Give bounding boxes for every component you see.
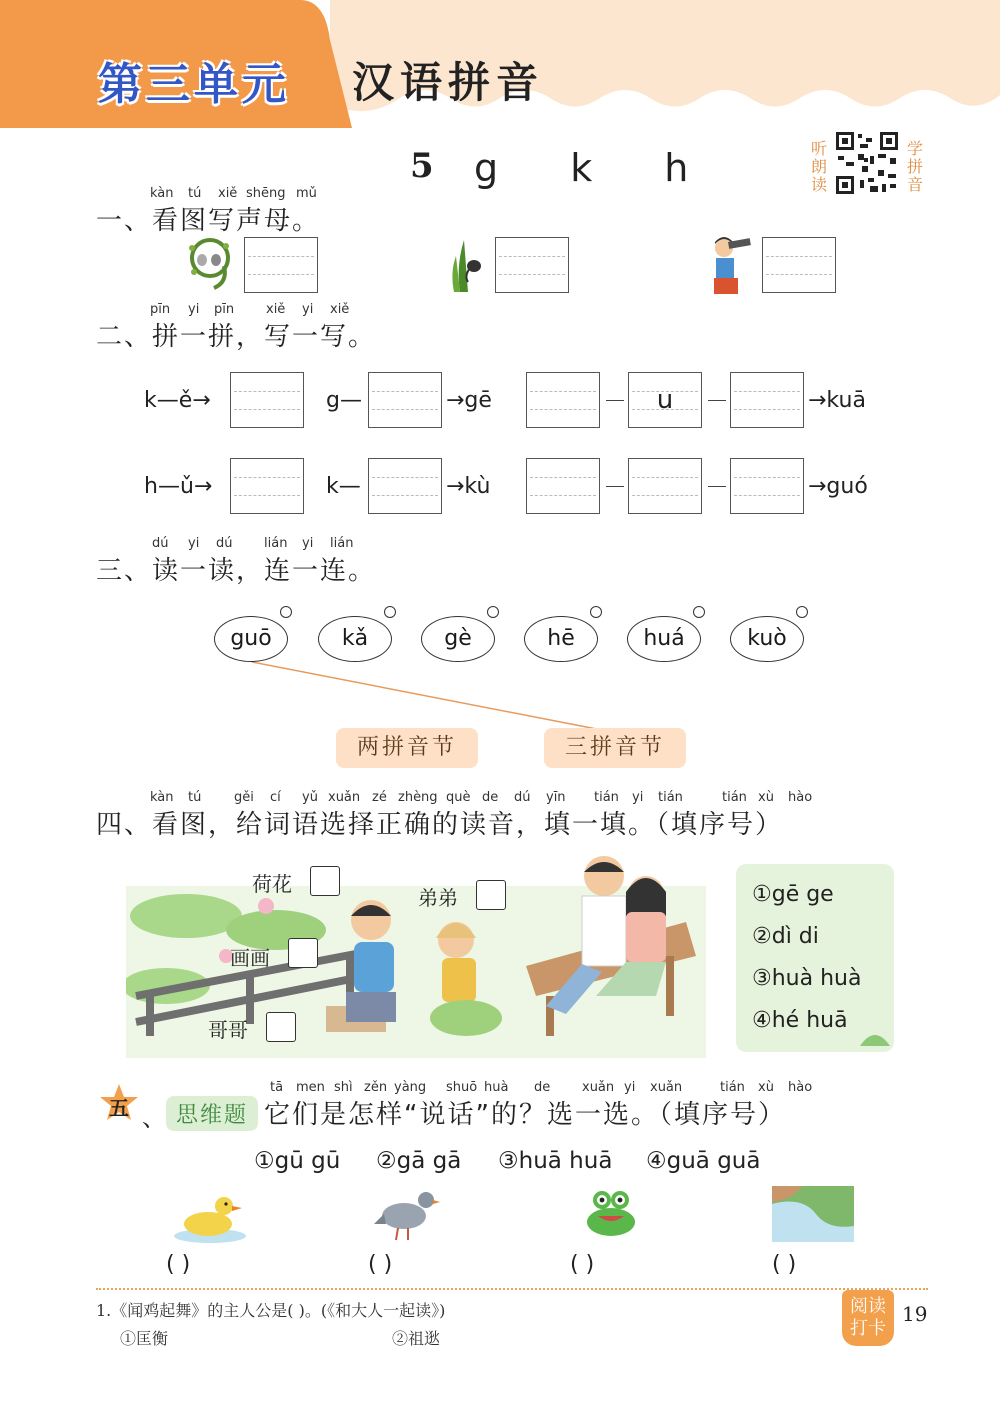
pinyin-annotation: hào bbox=[788, 1080, 813, 1095]
section-5-title: 它们是怎样“说话”的？选一选。（填序号） bbox=[264, 1100, 786, 1130]
answer-box-drawing[interactable] bbox=[288, 938, 318, 968]
pinyin-annotation: yi bbox=[188, 536, 200, 551]
pinyin-annotation: shuō bbox=[446, 1080, 478, 1095]
badge-line-2: 打卡 bbox=[850, 1318, 886, 1339]
section-1-title: 一、看图写声母。 bbox=[96, 206, 321, 236]
syllable-oval[interactable]: kuò bbox=[730, 616, 804, 662]
pinyin-annotation: xiě bbox=[266, 302, 286, 317]
section-4-title: 四、看图，给词语选择正确的读音，填一填。（填序号） bbox=[96, 810, 784, 840]
pinyin-annotation: dú bbox=[514, 790, 531, 805]
circle-marker bbox=[487, 606, 499, 618]
pinyin-annotation: tián bbox=[658, 790, 683, 805]
equation-start: k— bbox=[326, 474, 361, 499]
pinyin-annotation: de bbox=[482, 790, 499, 805]
pinyin-annotation: kàn bbox=[150, 186, 174, 201]
listen-char-3: 读 bbox=[810, 175, 827, 194]
lesson-letters: g k h bbox=[474, 146, 719, 190]
pinyin-annotation: tián bbox=[720, 1080, 745, 1095]
pinyin-annotation: huà bbox=[484, 1080, 509, 1095]
learn-char-2: 拼 bbox=[906, 157, 923, 176]
pinyin-annotation: tā bbox=[270, 1080, 284, 1095]
pinyin-annotation: cí bbox=[270, 790, 281, 805]
pinyin-annotation: xiě bbox=[330, 302, 350, 317]
circle-marker bbox=[280, 606, 292, 618]
answer-box-lotus[interactable] bbox=[310, 866, 340, 896]
option-item: ④hé huā bbox=[752, 1008, 848, 1033]
pinyin-annotation: shēng bbox=[246, 186, 286, 201]
frog-icon bbox=[578, 1184, 644, 1242]
pinyin-annotation: yi bbox=[302, 536, 314, 551]
pinyin-annotation: zěn bbox=[364, 1080, 388, 1095]
pinyin-annotation: lián bbox=[330, 536, 354, 551]
pinyin-annotation: yǔ bbox=[302, 790, 318, 805]
pinyin-annotation: yi bbox=[188, 302, 200, 317]
options-panel bbox=[736, 864, 894, 1052]
pinyin-annotation: yàng bbox=[394, 1080, 427, 1095]
label-drawing: 画画 bbox=[230, 946, 270, 970]
pinyin-annotation: tú bbox=[188, 790, 202, 805]
equation-start: g— bbox=[326, 388, 362, 413]
pinyin-annotation: kàn bbox=[150, 790, 174, 805]
river-icon bbox=[772, 1186, 854, 1242]
section-3-title: 三、读一读，连一连。 bbox=[96, 556, 377, 586]
syllable-oval[interactable]: gè bbox=[421, 616, 495, 662]
pinyin-annotation: tián bbox=[722, 790, 747, 805]
duck-icon bbox=[170, 1186, 250, 1244]
pinyin-annotation: tú bbox=[188, 186, 202, 201]
pinyin-annotation: gěi bbox=[234, 790, 254, 805]
equation-result: →gē bbox=[446, 388, 492, 413]
equation-start: k—ě→ bbox=[144, 388, 211, 413]
syllable-oval[interactable]: huá bbox=[627, 616, 701, 662]
tag-two-part-syllable[interactable]: 两拼音节 bbox=[336, 728, 478, 768]
label-younger-brother: 弟弟 bbox=[418, 886, 458, 910]
answer-box-younger-brother[interactable] bbox=[476, 880, 506, 910]
reading-checkin-badge[interactable] bbox=[842, 1290, 894, 1346]
pinyin-annotation: yi bbox=[632, 790, 644, 805]
answer-parentheses[interactable]: ( ) bbox=[166, 1252, 191, 1277]
circle-marker bbox=[384, 606, 396, 618]
reading-option-1: ①匡衡 bbox=[120, 1329, 169, 1348]
pinyin-annotation: yi bbox=[624, 1080, 636, 1095]
pinyin-annotation: yīn bbox=[546, 790, 566, 805]
badge-line-1: 阅读 bbox=[850, 1296, 886, 1317]
choice-item: ②gā gā bbox=[376, 1148, 462, 1174]
choice-item: ①gū gū bbox=[254, 1148, 341, 1174]
option-item: ②dì di bbox=[752, 924, 819, 949]
pinyin-annotation: hào bbox=[788, 790, 813, 805]
section-5-separator: 、 bbox=[142, 1104, 166, 1132]
circle-marker bbox=[796, 606, 808, 618]
pinyin-annotation: xuǎn bbox=[650, 1080, 683, 1095]
learn-char-1: 学 bbox=[906, 139, 923, 158]
star-badge-icon bbox=[98, 1082, 140, 1124]
answer-parentheses[interactable]: ( ) bbox=[772, 1252, 797, 1277]
unit-title: 第三单元 bbox=[98, 59, 290, 110]
pinyin-annotation: què bbox=[446, 790, 471, 805]
answer-parentheses[interactable]: ( ) bbox=[570, 1252, 595, 1277]
learn-char-3: 音 bbox=[906, 175, 923, 194]
pinyin-annotation: xuǎn bbox=[582, 1080, 615, 1095]
pinyin-annotation: yi bbox=[302, 302, 314, 317]
syllable-oval[interactable]: guō bbox=[214, 616, 288, 662]
equation-result: →kù bbox=[446, 474, 491, 499]
pigeon-icon bbox=[372, 1184, 442, 1246]
circle-marker bbox=[693, 606, 705, 618]
circle-marker bbox=[590, 606, 602, 618]
listen-char-1: 听 bbox=[810, 139, 827, 158]
pinyin-annotation: dú bbox=[216, 536, 233, 551]
choice-item: ③huā huā bbox=[498, 1148, 613, 1174]
subject-title: 汉语拼音 bbox=[352, 58, 545, 107]
pinyin-annotation: zé bbox=[372, 790, 387, 805]
listen-char-2: 朗 bbox=[810, 157, 827, 176]
section-2-title: 二、拼一拼，写一写。 bbox=[96, 322, 377, 352]
syllable-oval[interactable]: hē bbox=[524, 616, 598, 662]
label-older-brother: 哥哥 bbox=[208, 1018, 248, 1042]
equation-result: →guó bbox=[808, 474, 868, 499]
pinyin-annotation: shì bbox=[334, 1080, 353, 1095]
pinyin-annotation: de bbox=[534, 1080, 551, 1095]
pinyin-annotation: men bbox=[296, 1080, 325, 1095]
pinyin-annotation: zhèng bbox=[398, 790, 438, 805]
pinyin-annotation: pīn bbox=[214, 302, 235, 317]
choice-item: ④guā guā bbox=[646, 1148, 761, 1174]
pinyin-annotation: pīn bbox=[150, 302, 171, 317]
pinyin-annotation: lián bbox=[264, 536, 288, 551]
pinyin-annotation: mǔ bbox=[296, 186, 317, 201]
reading-question: 1.《闻鸡起舞》的主人公是( )。(《和大人一起读》) bbox=[96, 1301, 446, 1320]
pinyin-annotation: xiě bbox=[218, 186, 238, 201]
given-letter: u bbox=[656, 385, 674, 415]
syllable-oval[interactable]: kǎ bbox=[318, 616, 392, 662]
lesson-number: 5 bbox=[410, 146, 434, 186]
equation-result: →kuā bbox=[808, 388, 866, 413]
leaf-icon bbox=[858, 1028, 892, 1048]
equation-start: h—ǔ→ bbox=[144, 474, 213, 499]
section-5-number: 五 bbox=[109, 1096, 129, 1120]
thinking-question-badge: 思维题 bbox=[166, 1096, 258, 1131]
pinyin-annotation: xuǎn bbox=[328, 790, 361, 805]
reading-option-2: ②祖逖 bbox=[392, 1329, 441, 1348]
tag-three-part-syllable[interactable]: 三拼音节 bbox=[544, 728, 686, 768]
answer-parentheses[interactable]: ( ) bbox=[368, 1252, 393, 1277]
pinyin-annotation: dú bbox=[152, 536, 169, 551]
answer-box-older-brother[interactable] bbox=[266, 1012, 296, 1042]
option-item: ①gē ge bbox=[752, 882, 834, 907]
option-item: ③huà huà bbox=[752, 966, 862, 991]
footer-divider bbox=[96, 1288, 928, 1290]
pinyin-annotation: tián bbox=[594, 790, 619, 805]
label-lotus: 荷花 bbox=[252, 872, 292, 896]
pinyin-annotation: xù bbox=[758, 790, 774, 805]
pinyin-annotation: xù bbox=[758, 1080, 774, 1095]
page-number: 19 bbox=[902, 1302, 928, 1326]
